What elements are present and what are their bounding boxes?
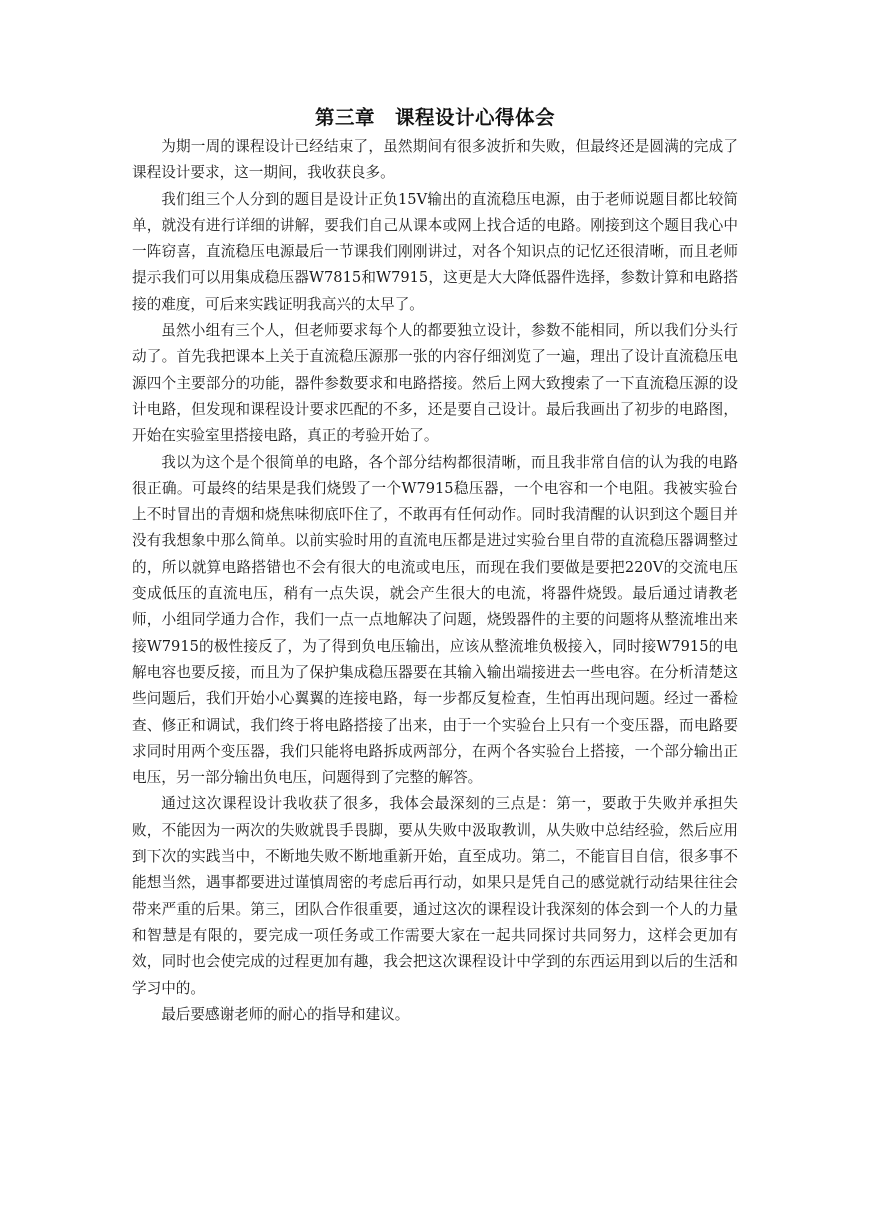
document-body [132, 104, 738, 1028]
paragraph-thanks: 最后要感谢老师的耐心的指导和建议。 [161, 1005, 410, 1023]
paragraph-intro: 为期一周的课程设计已经结束了，虽然期间有很多波折和失败，但最终还是圆满的完成了课程设计要求，这一期间，我收获良多。 [132, 138, 738, 182]
paragraph-troubleshooting: 我以为这个是个很简单的电路，各个部分结构都很清晰，而且我非常自信的认为我的电路很正确。可最终的结果是我们烧毁了一个W7915稳压器，一个电容和一个电阻。我被实验台上不时冒出的青烟和烧焦味彻底吓住了，不敢再有任何动作。同时我清醒的认识到这个题目并没有我想象中那么简单。以前实验时用的直流电压都是进过实验台里自带的直流稳压器调整过的，所以就算电路搭错也不会有很大的电流或电压，而现在我们要做是要把220V的交流电压变成低压的直流电压，稍有一点失误，就会产生很大的电流，将器件烧毁。最后通过请教老师，小组同学通力合作，我们一点一点地解决了问题，烧毁器件的主要的问题将从整流堆出来接W7915的极性接反了，为了得到负电压输出，应该从整流堆负极接入，同时接W7915的电解电容也要反接，而且为了保护集成稳压器要在其输入输出端接进去一些电容。在分析清楚这些问题后，我们开始小心翼翼的连接电路，每一步都反复检查，生怕再出现问题。经过一番检查、修正和调试，我们终于将电路搭接了出来，由于一个实验台上只有一个变压器，而电路要求同时用两个变压器，我们只能将电路拆成两部分，在两个各实验台上搭接，一个部分输出正电压，另一部分输出负电压，问题得到了完整的解答。 [132, 453, 738, 787]
paragraph-design: 虽然小组有三个人，但老师要求每个人的都要独立设计，参数不能相同，所以我们分头行动了。首先我把课本上关于直流稳压源那一张的内容仔细浏览了一遍，理出了设计直流稳压电源四个主要部分的功能，器件参数要求和电路搭接。然后上网大致搜索了一下直流稳压源的设计电路，但发现和课程设计要求匹配的不多，还是要自己设计。最后我画出了初步的电路图，开始在实验室里搭接电路，真正的考验开始了。 [132, 322, 738, 445]
chapter-title: 第三章 课程设计心得体会 [314, 106, 555, 129]
paragraph-lessons: 通过这次课程设计我收获了很多，我体会最深刻的三点是：第一，要敢于失败并承担失败，不能因为一两次的失败就畏手畏脚，要从失败中汲取教训，从失败中总结经验，然后应用到下次的实践当中，不断地失败不断地重新开始，直至成功。第二，不能盲目自信，很多事不能想当然，遇事都要进过谨慎周密的考虑后再行动，如果只是凭自己的感觉就行动结果往往会带来严重的后果。第三，团队合作很重要，通过这次的课程设计我深刻的体会到一个人的力量和智慧是有限的，要完成一项任务或工作需要大家在一起共同探讨共同努力，这样会更加有效，同时也会使完成的过程更加有趣，我会把这次课程设计中学到的东西运用到以后的生活和学习中的。 [132, 795, 738, 997]
paragraph-assignment: 我们组三个人分到的题目是设计正负15V输出的直流稳压电源，由于老师说题目都比较简单，就没有进行详细的讲解，要我们自己从课本或网上找合适的电路。刚接到这个题目我心中一阵窃喜，直流稳压电源最后一节课我们刚刚讲过，对各个知识点的记忆还很清晰，而且老师提示我们可以用集成稳压器W7815和W7915，这更是大大降低器件选择，参数计算和电路搭接的难度，可后来实践证明我高兴的太早了。 [132, 190, 738, 313]
